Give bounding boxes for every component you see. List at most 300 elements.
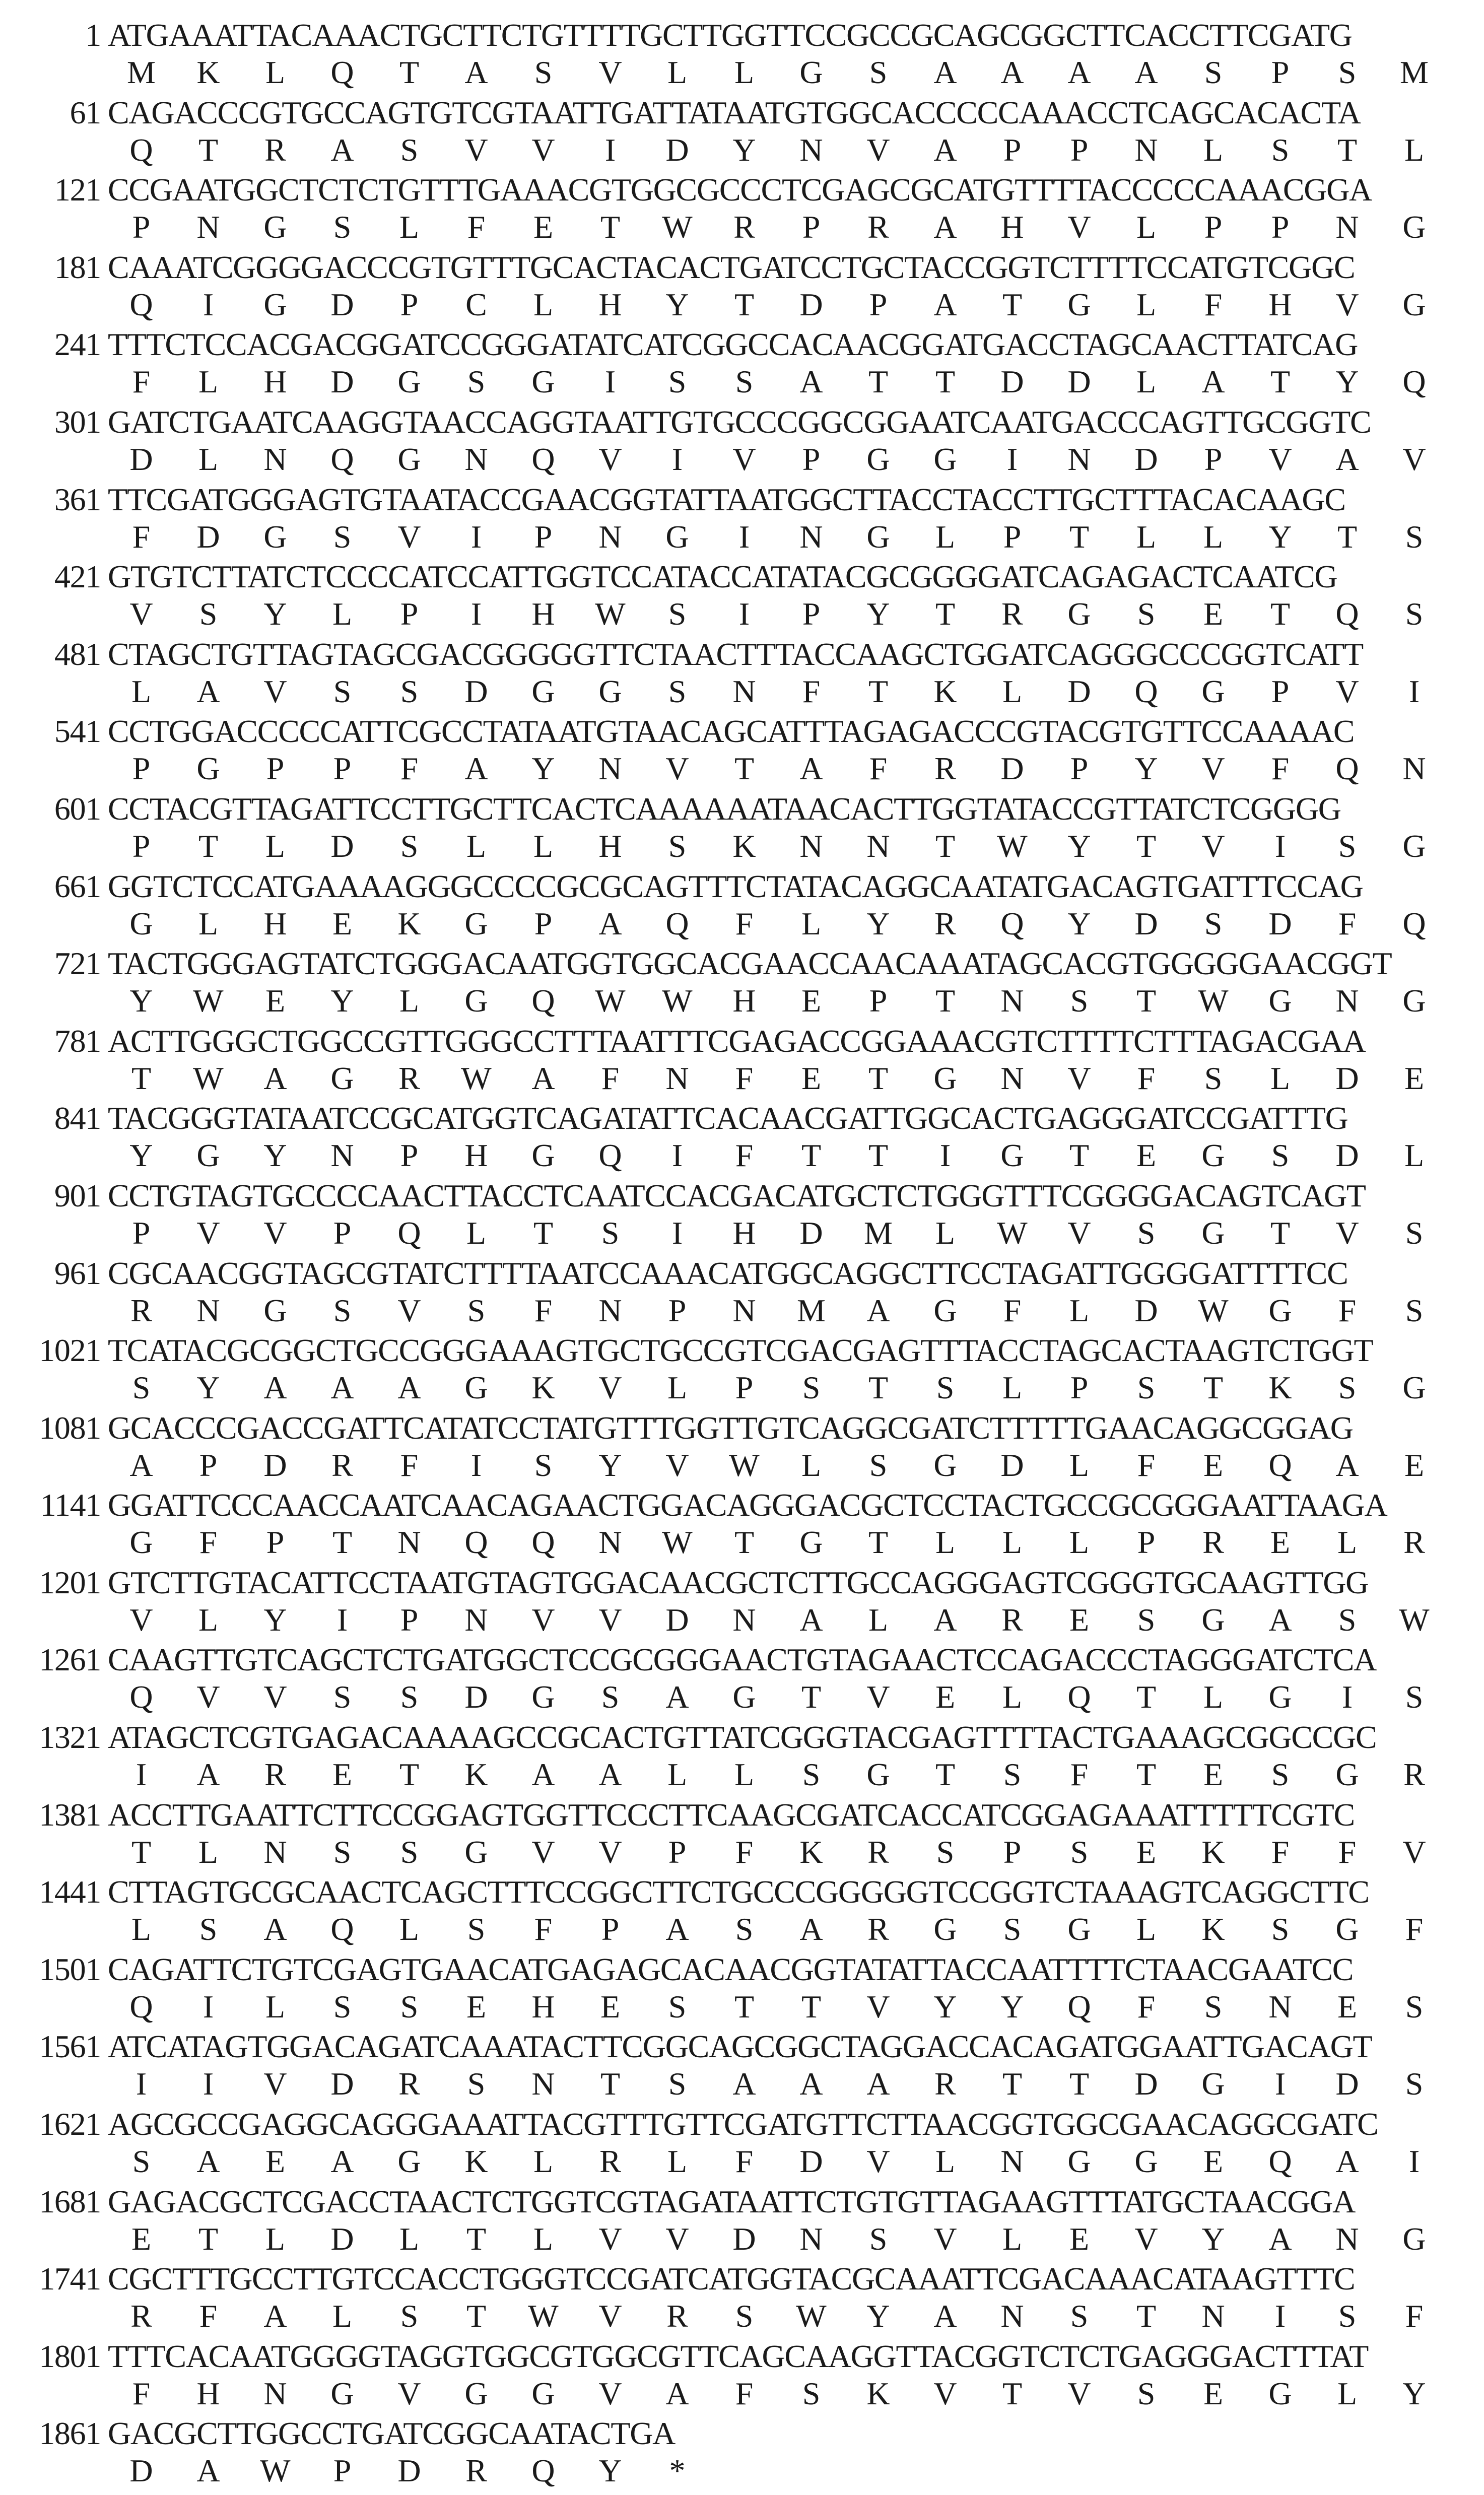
amino-acid: A: [1134, 54, 1158, 90]
sequence-block: [0, 403, 1484, 481]
amino-acid: Y: [129, 983, 153, 1019]
amino-acid: L: [533, 2143, 554, 2180]
amino-acid: P: [802, 596, 821, 632]
amino-acid: F: [400, 1447, 419, 1483]
nucleotide-sequence: GGATTCCCAACCAATCAACAGAACTGGACAGGGACGCTCCTACTGCCGCGGGAATTAAGA: [108, 1487, 1387, 1523]
amino-acid: G: [330, 2375, 354, 2411]
amino-acid: N: [196, 209, 220, 245]
amino-acid: P: [735, 1370, 754, 1406]
amino-acid: F: [735, 905, 754, 941]
position-number: 1081: [39, 1409, 101, 1446]
amino-acid: R: [867, 1834, 889, 1870]
amino-acid: I: [738, 518, 750, 555]
amino-acid: S: [1204, 54, 1223, 90]
amino-acid: P: [1003, 1834, 1022, 1870]
amino-acid: A: [665, 1911, 689, 1947]
position-number: 1321: [39, 1719, 101, 1756]
amino-acid: I: [604, 364, 616, 400]
amino-acid: L: [533, 286, 554, 322]
nucleotide-line: [0, 945, 1391, 983]
amino-acid: F: [1070, 1757, 1089, 1793]
sequence-block: [0, 1099, 1484, 1177]
amino-acid: L: [1002, 1370, 1023, 1406]
amino-acid: L: [1002, 1679, 1023, 1715]
amino-acid: W: [997, 1215, 1028, 1251]
amino-acid: H: [732, 983, 756, 1019]
nucleotide-line: [0, 790, 1341, 828]
amino-acid: L: [734, 1757, 755, 1793]
amino-acid: Q: [464, 1524, 488, 1561]
amino-acid: N: [1134, 131, 1158, 168]
amino-acid: N: [598, 751, 622, 787]
amino-acid: D: [129, 441, 153, 477]
amino-acid: A: [799, 2066, 823, 2102]
amino-acid: A: [531, 1757, 555, 1793]
nucleotide-line: [0, 1177, 1366, 1215]
amino-acid: G: [799, 54, 823, 90]
nucleotide-line: [0, 635, 1363, 673]
sequence-block: [0, 1331, 1484, 1409]
amino-acid: G: [799, 1524, 823, 1561]
amino-acid: L: [198, 1834, 219, 1870]
nucleotide-sequence: GTGTCTTATCTCCCCATCCATTGGTCCATACCATATACGCGGGGATCAGAGACTCAATCG: [108, 559, 1337, 595]
amino-acid: N: [598, 518, 622, 555]
nucleotide-line: [0, 1254, 1347, 1293]
amino-acid: E: [1069, 1601, 1090, 1638]
amino-acid: Y: [866, 2298, 890, 2334]
amino-acid: D: [1134, 441, 1158, 477]
sequence-block: [0, 1873, 1484, 1950]
amino-acid: S: [1405, 1679, 1424, 1715]
amino-acid: E: [1203, 1447, 1224, 1483]
amino-acid: Y: [1402, 2375, 1426, 2411]
sequence-block: [0, 2183, 1484, 2260]
nucleotide-sequence: TCATACGCGGCTGCCGGGAAAGTGCTGCCGTCGACGAGTTTACCTAGCACTAAGTCTGGT: [108, 1332, 1373, 1369]
amino-acid: F: [735, 2143, 754, 2180]
amino-acid: T: [1069, 518, 1090, 555]
amino-acid: G: [933, 1292, 957, 1328]
amino-acid: *: [669, 2453, 686, 2489]
amino-acid: S: [735, 364, 754, 400]
amino-acid: T: [600, 2066, 621, 2102]
amino-acid: S: [1003, 1911, 1022, 1947]
amino-acid: N: [397, 1524, 421, 1561]
position-number: 1681: [39, 2183, 101, 2219]
amino-acid: S: [400, 1679, 419, 1715]
amino-acid: G: [1402, 828, 1426, 864]
amino-acid: N: [799, 2220, 823, 2257]
amino-acid: R: [867, 209, 889, 245]
amino-acid: T: [131, 1834, 152, 1870]
amino-acid: T: [801, 1137, 822, 1174]
amino-acid: V: [866, 131, 890, 168]
amino-acid: L: [1136, 209, 1157, 245]
position-number: 1861: [39, 2415, 101, 2452]
amino-acid: Y: [1067, 905, 1091, 941]
amino-acid: W: [461, 1060, 492, 1096]
amino-acid: N: [799, 518, 823, 555]
amino-acid: K: [799, 1834, 823, 1870]
amino-acid: S: [1204, 1988, 1223, 2025]
amino-acid: S: [735, 2298, 754, 2334]
amino-acid: Q: [598, 1137, 622, 1174]
amino-acid: N: [1067, 441, 1091, 477]
amino-acid: V: [598, 54, 622, 90]
amino-acid: L: [399, 209, 420, 245]
amino-acid: R: [398, 2066, 420, 2102]
amino-acid: P: [1070, 751, 1089, 787]
amino-acid: F: [735, 1137, 754, 1174]
amino-acid: W: [662, 1524, 693, 1561]
amino-acid: Y: [330, 983, 354, 1019]
amino-acid: I: [738, 596, 750, 632]
amino-acid: Q: [1134, 673, 1158, 709]
nucleotide-sequence: ATAGCTCGTGAGACAAAAGCCGCACTGTTATCGGGTACGAGTTTTACTGAAAGCGGCCGC: [108, 1719, 1377, 1756]
amino-acid: A: [933, 209, 957, 245]
amino-acid: S: [1271, 1137, 1290, 1174]
amino-acid: L: [131, 1911, 152, 1947]
amino-acid: V: [1201, 751, 1225, 787]
amino-acid: G: [263, 518, 287, 555]
amino-acid: T: [600, 209, 621, 245]
amino-acid: D: [1067, 673, 1091, 709]
amino-acid: D: [1134, 2066, 1158, 2102]
amino-acid: Y: [1201, 2220, 1225, 2257]
amino-acid: T: [935, 1757, 956, 1793]
amino-acid: N: [464, 1601, 488, 1638]
amino-acid: P: [400, 596, 419, 632]
amino-acid: G: [1134, 2143, 1158, 2180]
amino-acid: E: [1404, 1447, 1425, 1483]
nucleotide-sequence: TACGGGTATAATCCGCATGGTCAGATATTCACAACGATTGGCACTGAGGGATCCGATTTG: [108, 1100, 1348, 1136]
amino-acid: G: [1067, 1911, 1091, 1947]
nucleotide-line: [0, 2183, 1355, 2221]
position-number: 481: [54, 636, 101, 672]
amino-acid: E: [1404, 1060, 1425, 1096]
amino-acid: V: [397, 1292, 421, 1328]
amino-acid: T: [935, 364, 956, 400]
amino-acid: Y: [1067, 828, 1091, 864]
amino-acid: G: [933, 1447, 957, 1483]
nucleotide-line: [0, 2028, 1372, 2066]
amino-acid: V: [1067, 209, 1091, 245]
nucleotide-line: [0, 1641, 1376, 1679]
sequence-block: [0, 1022, 1484, 1100]
amino-acid: V: [665, 1447, 689, 1483]
amino-acid: T: [533, 1215, 554, 1251]
amino-acid: I: [470, 1447, 482, 1483]
amino-acid: D: [196, 518, 220, 555]
amino-acid: P: [266, 751, 285, 787]
amino-acid: G: [196, 1137, 220, 1174]
amino-acid: S: [333, 1834, 352, 1870]
sequence-block: [0, 94, 1484, 171]
nucleotide-line: [0, 1486, 1387, 1524]
sequence-block: [0, 1796, 1484, 1873]
position-number: 601: [54, 790, 101, 827]
amino-acid: P: [1204, 209, 1223, 245]
amino-acid: L: [801, 905, 822, 941]
sequence-block: [0, 1641, 1484, 1718]
amino-acid: V: [129, 596, 153, 632]
amino-acid: T: [1136, 828, 1157, 864]
nucleotide-sequence: CGCAACGGTAGCGTATCTTTTAATCCAAACATGGCAGGCTTCCTAGATTGGGGATTTTCC: [108, 1255, 1348, 1291]
nucleotide-line: [0, 1331, 1373, 1370]
amino-acid: T: [1069, 2066, 1090, 2102]
amino-acid: S: [668, 596, 687, 632]
sequence-block: [0, 1564, 1484, 1641]
amino-acid: E: [1203, 2143, 1224, 2180]
amino-acid: F: [802, 673, 821, 709]
amino-acid: G: [732, 1679, 756, 1715]
amino-acid: A: [799, 751, 823, 787]
amino-acid: P: [266, 1524, 285, 1561]
amino-acid: T: [868, 1060, 889, 1096]
amino-acid: N: [1000, 2298, 1024, 2334]
amino-acid: T: [1002, 286, 1023, 322]
amino-acid: T: [131, 1060, 152, 1096]
amino-acid: V: [1201, 828, 1225, 864]
amino-acid: P: [1204, 441, 1223, 477]
amino-acid: L: [935, 518, 956, 555]
amino-acid: Y: [598, 2453, 622, 2489]
amino-acid: A: [933, 131, 957, 168]
amino-acid: G: [866, 1757, 890, 1793]
amino-acid: L: [1404, 131, 1425, 168]
amino-acid: P: [1271, 54, 1290, 90]
nucleotide-sequence: CAGACCCGTGCCAGTGTCGTAATTGATTATAATGTGGCACCCCCAAACCTCAGCACACTA: [108, 94, 1361, 130]
amino-acid: Q: [1402, 905, 1426, 941]
amino-acid: S: [1405, 1292, 1424, 1328]
amino-acid: V: [464, 131, 488, 168]
amino-acid: V: [598, 1601, 622, 1638]
amino-acid: E: [600, 1988, 621, 2025]
amino-acid: G: [129, 905, 153, 941]
amino-acid: D: [330, 828, 354, 864]
amino-acid: D: [330, 2220, 354, 2257]
amino-acid: T: [868, 673, 889, 709]
position-number: 241: [54, 326, 101, 363]
position-number: 1561: [39, 2029, 101, 2065]
amino-acid: A: [196, 2453, 220, 2489]
amino-acid: H: [598, 828, 622, 864]
amino-acid: V: [732, 441, 756, 477]
amino-acid: G: [263, 1292, 287, 1328]
amino-acid: Y: [1000, 1988, 1024, 2025]
amino-acid: G: [263, 286, 287, 322]
amino-acid: L: [332, 596, 353, 632]
amino-acid: N: [866, 828, 890, 864]
nucleotide-sequence: GACGCTTGGCCTGATCGGCAATACTGA: [108, 2415, 676, 2452]
sequence-block: [0, 1409, 1484, 1487]
amino-acid: G: [397, 2143, 421, 2180]
amino-acid: D: [665, 1601, 689, 1638]
nucleotide-sequence: TACTGGGAGTATCTGGGACAATGGTGGCACGAACCAACAAATAGCACGTGGGGGAACGGT: [108, 946, 1392, 982]
amino-acid: H: [531, 1988, 555, 2025]
amino-acid: G: [1402, 1370, 1426, 1406]
amino-acid: F: [735, 1060, 754, 1096]
amino-acid: T: [935, 983, 956, 1019]
amino-acid: I: [1274, 2066, 1286, 2102]
amino-acid: T: [1337, 518, 1358, 555]
amino-acid: I: [470, 518, 482, 555]
amino-acid: V: [531, 1601, 555, 1638]
amino-acid: K: [866, 2375, 890, 2411]
position-number: 121: [54, 172, 101, 208]
amino-acid: R: [934, 905, 956, 941]
amino-acid: D: [1000, 751, 1024, 787]
amino-acid: S: [1070, 1834, 1089, 1870]
amino-acid: S: [132, 1370, 151, 1406]
amino-acid: R: [1403, 1524, 1425, 1561]
amino-acid: T: [1002, 2375, 1023, 2411]
amino-acid: P: [534, 518, 553, 555]
amino-acid: R: [1001, 596, 1023, 632]
amino-acid: E: [1136, 1834, 1157, 1870]
nucleotide-sequence: CCTACGTTAGATTCCTTGCTTCACTCAAAAAATAACACTTGGTATACCGTTATCTCGGGG: [108, 790, 1341, 827]
amino-acid: V: [196, 1215, 220, 1251]
amino-acid: N: [1335, 209, 1359, 245]
amino-acid: Y: [263, 1137, 287, 1174]
amino-acid: G: [464, 983, 488, 1019]
amino-acid: K: [732, 828, 756, 864]
nucleotide-sequence: TTTCACAATGGGGTAGGTGGCGTGGCGTTCAGCAAGGTTACGGTCTCTGAGGGACTTTAT: [108, 2338, 1369, 2374]
amino-acid: G: [531, 364, 555, 400]
amino-acid: I: [203, 286, 214, 322]
amino-acid: Q: [1335, 751, 1359, 787]
amino-acid: I: [939, 1137, 951, 1174]
amino-acid: A: [531, 1060, 555, 1096]
amino-acid: Q: [330, 1911, 354, 1947]
amino-acid: Y: [598, 1447, 622, 1483]
amino-acid: G: [1268, 983, 1292, 1019]
amino-acid: A: [732, 2066, 756, 2102]
amino-acid: N: [1402, 751, 1426, 787]
amino-acid: T: [198, 2220, 219, 2257]
amino-acid: S: [668, 1988, 687, 2025]
amino-acid: D: [732, 2220, 756, 2257]
amino-acid: G: [196, 751, 220, 787]
amino-acid: P: [333, 1215, 352, 1251]
amino-acid: T: [935, 828, 956, 864]
nucleotide-line: [0, 248, 1355, 287]
nucleotide-sequence: ACCTTGAATTCTTCCGGAGTGGTTCCCTTCAAGCGATCACCATCGGAGAAATTTTTCGTC: [108, 1796, 1355, 1833]
amino-acid: V: [397, 518, 421, 555]
amino-acid: L: [198, 905, 219, 941]
amino-acid: I: [1274, 2298, 1286, 2334]
amino-acid: G: [1201, 1215, 1225, 1251]
amino-acid: P: [132, 828, 151, 864]
amino-acid: V: [1402, 1834, 1426, 1870]
amino-acid: T: [868, 364, 889, 400]
amino-acid: Y: [732, 131, 756, 168]
nucleotide-sequence: CCGAATGGCTCTCTGTTTGAAACGTGGCGCCCTCGAGCGCATGTTTTACCCCCAAACGGA: [108, 172, 1372, 208]
nucleotide-sequence: ATCATAGTGGACAGATCAAATACTTCGGCAGCGGCTAGGACCACAGATGGAATTGACAGT: [108, 2029, 1372, 2065]
amino-acid: S: [802, 1370, 821, 1406]
amino-acid: D: [1268, 905, 1292, 941]
amino-acid: E: [1069, 2220, 1090, 2257]
nucleotide-line: [0, 867, 1363, 906]
amino-acid: N: [598, 1524, 622, 1561]
amino-acid: Q: [129, 1988, 153, 2025]
amino-acid: S: [333, 673, 352, 709]
amino-acid: T: [1270, 364, 1291, 400]
amino-acid: P: [1271, 673, 1290, 709]
amino-acid: D: [330, 364, 354, 400]
amino-acid: E: [1270, 1524, 1291, 1561]
sequence-block: [0, 712, 1484, 790]
nucleotide-line: [0, 558, 1337, 596]
amino-acid: L: [935, 1215, 956, 1251]
sequence-block: [0, 867, 1484, 945]
nucleotide-line: [0, 2260, 1355, 2298]
amino-acid: L: [198, 441, 219, 477]
amino-acid: F: [199, 2298, 218, 2334]
amino-acid: S: [668, 2066, 687, 2102]
nucleotide-sequence: CTAGCTGTTAGTAGCGACGGGGGTTCTAACTTTACCAAGCTGGATCAGGGCCCGGTCATT: [108, 636, 1363, 672]
amino-acid: L: [1136, 1911, 1157, 1947]
amino-acid: N: [665, 1060, 689, 1096]
amino-acid: L: [935, 1524, 956, 1561]
amino-acid: I: [1006, 441, 1018, 477]
amino-acid: Q: [1067, 1988, 1091, 2025]
amino-acid: V: [1335, 286, 1359, 322]
amino-acid: S: [1003, 1757, 1022, 1793]
amino-acid: R: [733, 209, 755, 245]
amino-acid: F: [400, 751, 419, 787]
amino-acid: D: [397, 2453, 421, 2489]
amino-acid: W: [1399, 1601, 1430, 1638]
amino-acid: G: [1067, 2143, 1091, 2180]
amino-acid: Q: [1268, 1447, 1292, 1483]
amino-acid: P: [333, 751, 352, 787]
amino-acid: G: [665, 518, 689, 555]
amino-acid: Y: [866, 905, 890, 941]
amino-acid: N: [1268, 1988, 1292, 2025]
amino-acid: L: [1002, 1524, 1023, 1561]
amino-acid: F: [132, 364, 151, 400]
amino-acid: G: [598, 673, 622, 709]
sequence-block: [0, 1718, 1484, 1796]
position-number: 841: [54, 1100, 101, 1136]
position-number: 301: [54, 403, 101, 440]
sequence-block: [0, 2414, 1484, 2492]
amino-acid: A: [1335, 2143, 1359, 2180]
amino-acid: T: [399, 54, 420, 90]
amino-acid: V: [598, 1834, 622, 1870]
position-number: 181: [54, 249, 101, 285]
amino-acid: F: [1338, 1292, 1357, 1328]
amino-acid: E: [1203, 1757, 1224, 1793]
nucleotide-line: [0, 325, 1358, 364]
position-number: 961: [54, 1255, 101, 1291]
amino-acid: G: [1201, 1601, 1225, 1638]
amino-acid: A: [866, 1292, 890, 1328]
nucleotide-sequence: GATCTGAATCAAGGTAACCAGGTAATTGTGCCCGGCGGAATCAATGACCCAGTTGCGGTC: [108, 403, 1371, 440]
nucleotide-line: [0, 2414, 675, 2453]
amino-acid: N: [1000, 983, 1024, 1019]
amino-acid: W: [528, 2298, 559, 2334]
amino-acid: F: [1405, 2298, 1424, 2334]
amino-acid: S: [467, 1292, 486, 1328]
amino-acid: L: [667, 2143, 688, 2180]
amino-acid: G: [531, 1679, 555, 1715]
amino-acid: R: [331, 1447, 353, 1483]
position-number: 1741: [39, 2261, 101, 2297]
amino-acid: E: [1203, 2375, 1224, 2411]
amino-acid: A: [799, 364, 823, 400]
amino-acid: L: [131, 673, 152, 709]
